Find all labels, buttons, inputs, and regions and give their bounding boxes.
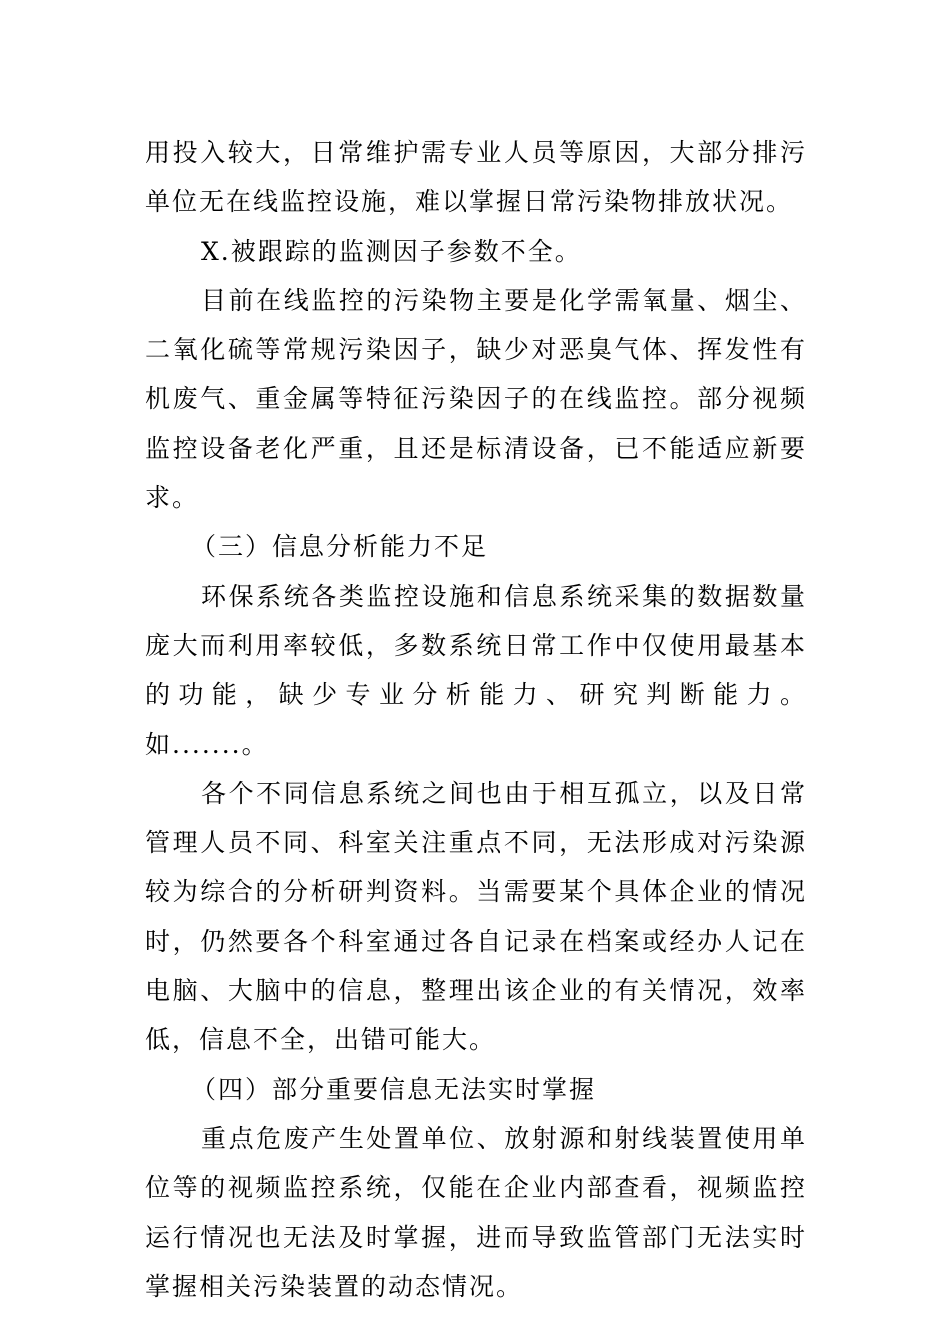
section-heading-3: （三）信息分析能力不足 [191, 532, 489, 562]
paragraph-online-monitoring: 目前在线监控的污染物主要是化学需氧量、烟尘、二氧化硫等常规污染因子，缺少对恶臭气体、挥发性有机废气、重金属等特征污染因子的在线监控。部分视频监控设备老化严重，且还是标清设备，已不能适应新要求。 [145, 285, 807, 513]
document-body [145, 128, 807, 1311]
section-heading-4: （四）部分重要信息无法实时掌握 [191, 1074, 597, 1104]
paragraph-isolated-systems: 各个不同信息系统之间也由于相互孤立，以及日常管理人员不同、科室关注重点不同，无法形成对污染源较为综合的分析研判资料。当需要某个具体企业的情况时，仍然要各个科室通过各自记录在档案或经办人记在电脑、大脑中的信息，整理出该企业的有关情况，效率低，信息不全，出错可能大。 [145, 778, 807, 1055]
paragraph-data-utilization: 环保系统各类监控设施和信息系统采集的数据数量庞大而利用率较低，多数系统日常工作中仅使用最基本的功能，缺少专业分析能力、研究判断能力。如.......。 [145, 581, 807, 759]
paragraph-continued: 用投入较大，日常维护需专业人员等原因，大部分排污单位无在线监控设施，难以掌握日常污染物排放状况。 [145, 138, 807, 217]
list-item-monitoring-factors: X.被跟踪的监测因子参数不全。 [201, 236, 582, 266]
paragraph-realtime-video: 重点危废产生处置单位、放射源和射线装置使用单位等的视频监控系统，仅能在企业内部查看，视频监控运行情况也无法及时掌握，进而导致监管部门无法实时掌握相关污染装置的动态情况。 [145, 1123, 807, 1301]
